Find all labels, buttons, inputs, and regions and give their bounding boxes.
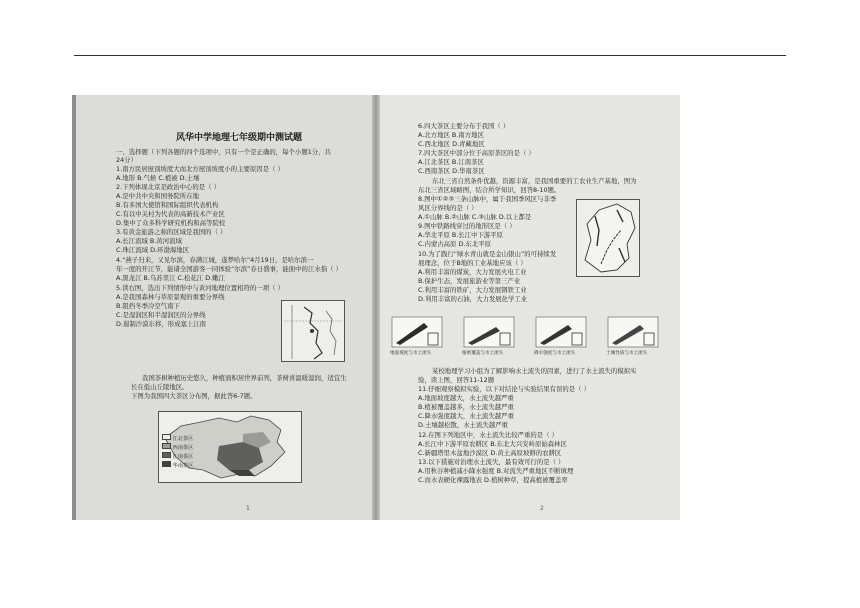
text-line: 8.图中①②③三条山脉中，属于我国季风区与非季 (418, 195, 557, 203)
text-line: 10.为了践行“绿水青山就是金山银山”的可持续发 (418, 250, 557, 258)
text-line: C.利用丰富的铁矿，大力发展钢铁工业 (418, 286, 527, 294)
q5-map-drawing (282, 301, 344, 361)
tea-region-map (158, 411, 302, 483)
text-line: C.新疆塔里木盆地沙漠区 D.黄土高原坡耕的农耕区 (418, 449, 562, 457)
text-line: C.降水强度越大，水土流失越严重 (418, 412, 514, 420)
text-line: A.北方地区 B.南方地区 (418, 131, 484, 139)
text-line: 13.以下措施对治理水土流失，最有效可行的是（ ） (418, 458, 565, 466)
text-line: C.内蒙古高原 D.东北平原 (418, 240, 491, 248)
text-line: D.集中了众多科学研究机构和高等院校 (116, 219, 226, 227)
legend-item (162, 443, 202, 452)
legend-item (162, 461, 202, 470)
exam-photo (72, 95, 680, 520)
text-line: C.西南茶区 D.华南茶区 (418, 167, 485, 175)
right-page (380, 95, 680, 520)
text-line: A.是我国森林与草原景观的重要分界线 (116, 293, 225, 301)
text-line: 东北三省区域略图，结合所学知识，回答8-10题。 (418, 186, 561, 194)
tea-legend (162, 434, 202, 470)
text-line: A.地形 B.气候 C.植被 D.土壤 (116, 174, 200, 182)
page-number: 2 (540, 505, 544, 512)
text-line: C.西北地区 D.青藏地区 (418, 140, 485, 148)
page-number: 1 (246, 505, 250, 512)
experiment-caption: 地面坡度与水土流失 (390, 351, 432, 356)
text-line: D.遏制沙漠东移，形成塞上江南 (116, 320, 207, 328)
text-line: 长在低山丘陵地区。 (131, 383, 189, 391)
text-line: 24分） (116, 156, 137, 164)
text-line: C.而水表硬化裸露地表 D.植树种草，提高植被覆盖率 (418, 476, 568, 484)
text-line: A.长江流域 B.黄河流域 (116, 237, 182, 245)
text-line: 风区分界线的是（ ） (418, 204, 478, 212)
text-line: 3.有黄金旅游之称的区域是我国的（ ） (116, 228, 227, 236)
text-line: 1.南方民居屋顶坡度大而北方屋顶坡度小的主要原因是（ ） (116, 165, 284, 173)
text-line: A.长江中下游平原农耕区 B.东北大兴安岭原始森林区 (418, 440, 567, 448)
text-line: D.利用丰富的石油，大力发展化学工业 (418, 295, 528, 303)
legend-label: 华南茶区 (172, 463, 194, 469)
northeast-map (576, 199, 640, 277)
text-line: 12.在图下列地区中，水土流失比较严重的是（ ） (418, 431, 559, 439)
text-line: 6.四大茶区主要分布于我国（ ） (418, 122, 510, 130)
text-line: A.是中共中央和国务院所在地 (116, 192, 199, 200)
text-line: D.土壤越松散，水土流失越严重 (418, 421, 509, 429)
exam-title: 风华中学地理七年级期中测试题 (176, 133, 303, 143)
text-line: 2.下列体现北京是政治中心的是（ ） (116, 183, 220, 191)
text-line: 11.仔细观察模拟实验，以下对结论与实验结果有误的是（ ） (418, 385, 590, 393)
text-line: 东北三省自然条件优越，资源丰富，是我国重要的工农业生产基地，图为 (432, 177, 637, 185)
experiment-caption: 降水强度与水土流失 (534, 351, 576, 356)
text-line: C.有以中关村为代表的高新技术产业区 (116, 210, 225, 218)
top-rule (74, 55, 786, 56)
experiment-caption: 土壤性质与水土流失 (606, 351, 648, 356)
text-line: A.黑龙江 B.乌苏里江 C.松花江 D.嫩江 (116, 274, 225, 282)
experiment-figures (390, 313, 676, 363)
text-line: 下图为我国四大茶区分布图，据此答6-7题。 (131, 392, 257, 400)
legend-label: 西南茶区 (172, 445, 194, 451)
text-line: 9.图中铁路线穿过的地形区是（ ） (418, 222, 516, 230)
legend-item (162, 434, 202, 443)
q5-map (281, 300, 345, 362)
text-line: A.用秋谷种植减小降水强度 B.对流失严重地区不断填埋 (418, 467, 574, 475)
legend-label: 江北茶区 (172, 436, 194, 442)
text-line: C.珠江流域 D.环渤海地区 (116, 246, 189, 254)
experiment-caption: 植被覆盖与水土流失 (462, 351, 504, 356)
legend-label: 江南茶区 (172, 454, 194, 460)
text-line: 4.“燕子归来，又见尔滨，春满江城，遂梦哈尔”4月19日，是哈尔滨一 (116, 256, 314, 264)
text-line: B.植被覆盖越多，水土流失越严重 (418, 403, 514, 411)
text-line: 某校地理学习小组为了解影响水土流失的因素，进行了水土流失的模拟实 (432, 367, 637, 375)
book-fold (372, 95, 380, 520)
text-line: 我国茶树种植历史悠久，种植面积居世界前列，茶树喜温暖湿润，适宜生 (142, 374, 347, 382)
legend-item (162, 452, 202, 461)
text-line: A.利用丰富的煤炭，大力发展火电工业 (418, 268, 527, 276)
text-line: C.是湿润区和半湿润区的分界线 (116, 311, 206, 319)
northeast-map-drawing (577, 200, 639, 276)
text-line: B.阻挡冬季冷空气南下 (116, 302, 180, 310)
text-line: 验，读上图，回答11-12题 (418, 376, 495, 384)
text-line: A.地面坡度越大，水土流失越严重 (418, 394, 514, 402)
text-line: A.①山脉 B.②山脉 C.③山脉 D.以上都是 (418, 213, 532, 221)
text-line: 年一度的开江节，能诸全国游客一同体验“尔滨”春日盛事，能面中的江水指（ ） (116, 265, 342, 273)
text-line: A.江北茶区 B.江南茶区 (418, 158, 484, 166)
text-line: B.有多国大使馆和国际组织代表机构 (116, 201, 219, 209)
text-line: 一、选择题（下列各题的四个选项中，只有一个是正确的，每个小题1分，共 (116, 148, 331, 156)
text-line: A.华北平原 B.长江中下游平原 (418, 231, 504, 239)
text-line: B.保护生态，发展旅游业等第三产业 (418, 277, 521, 285)
text-line: 5.读右图，选出下列情形中与黄河地理位置相符的一项（ ） (116, 284, 284, 292)
text-line: 展理念，位于B地的工业基地应该（ ） (418, 259, 527, 267)
left-page (76, 95, 372, 520)
text-line: 7.四大茶区中部分位于高原茶区的是（ ） (418, 149, 535, 157)
